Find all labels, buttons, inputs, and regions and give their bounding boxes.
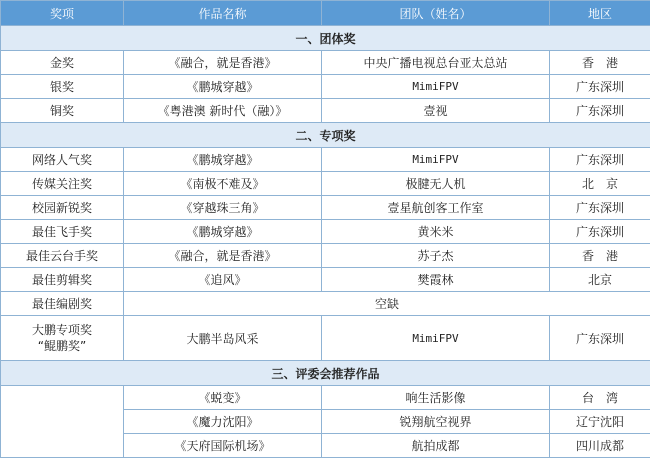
team-cell: MimiFPV — [322, 75, 550, 99]
header-row — [1, 1, 650, 26]
table-row — [1, 75, 650, 99]
award-cell — [1, 316, 124, 361]
award-cell — [1, 386, 124, 458]
region-cell: 广东深圳 — [550, 316, 650, 361]
award-cell: 最佳剪辑奖 — [1, 268, 124, 292]
team-cell: 锐翔航空视界 — [322, 410, 550, 434]
table-row — [1, 220, 650, 244]
region-cell: 北 京 — [550, 172, 650, 196]
section-title: 三、评委会推荐作品 — [1, 361, 650, 386]
work-cell: 大鹏半岛风采 — [124, 316, 322, 361]
team-cell: 黄米米 — [322, 220, 550, 244]
work-cell: 《追风》 — [124, 268, 322, 292]
table-row — [1, 316, 650, 361]
team-cell: 中央广播电视总台亚太总站 — [322, 51, 550, 75]
work-cell: 《南极不难及》 — [124, 172, 322, 196]
team-cell: 壹视 — [322, 99, 550, 123]
vacant-cell: 空缺 — [124, 292, 650, 316]
award-cell: 校园新锐奖 — [1, 196, 124, 220]
team-cell: 壹星航创客工作室 — [322, 196, 550, 220]
work-cell: 《鹏城穿越》 — [124, 148, 322, 172]
region-cell: 香 港 — [550, 244, 650, 268]
team-cell: 响生活影像 — [322, 386, 550, 410]
award-cell: 网络人气奖 — [1, 148, 124, 172]
team-cell: MimiFPV — [322, 316, 550, 361]
award-cell: 传媒关注奖 — [1, 172, 124, 196]
team-cell: MimiFPV — [322, 148, 550, 172]
section-row — [1, 123, 650, 148]
work-cell: 《融合，就是香港》 — [124, 244, 322, 268]
work-cell: 《天府国际机场》 — [124, 434, 322, 458]
award-cell: 金奖 — [1, 51, 124, 75]
award-line: “鲲鹏奖” — [37, 339, 87, 353]
region-cell: 广东深圳 — [550, 75, 650, 99]
work-cell: 《穿越珠三角》 — [124, 196, 322, 220]
header-work: 作品名称 — [124, 1, 322, 26]
region-cell: 广东深圳 — [550, 220, 650, 244]
section-row — [1, 26, 650, 51]
section-title: 二、专项奖 — [1, 123, 650, 148]
table-row — [1, 268, 650, 292]
region-cell: 广东深圳 — [550, 196, 650, 220]
section-title: 一、团体奖 — [1, 26, 650, 51]
table-row — [1, 99, 650, 123]
work-cell: 《蜕变》 — [124, 386, 322, 410]
header-award: 奖项 — [1, 1, 124, 26]
work-cell: 《粤港澳 新时代（融）》 — [124, 99, 322, 123]
award-line: 大鹏专项奖 — [31, 323, 92, 337]
award-cell: 最佳编剧奖 — [1, 292, 124, 316]
region-cell: 四川成都 — [550, 434, 650, 458]
region-cell: 广东深圳 — [550, 148, 650, 172]
header-region: 地区 — [550, 1, 650, 26]
section-row — [1, 361, 650, 386]
table-row — [1, 172, 650, 196]
award-cell: 银奖 — [1, 75, 124, 99]
header-team: 团队（姓名） — [322, 1, 550, 26]
team-cell: 樊霞林 — [322, 268, 550, 292]
table-row — [1, 244, 650, 268]
team-cell: 航拍成都 — [322, 434, 550, 458]
team-cell: 苏子杰 — [322, 244, 550, 268]
table-row — [1, 196, 650, 220]
work-cell: 《融合，就是香港》 — [124, 51, 322, 75]
team-cell: 极腱无人机 — [322, 172, 550, 196]
region-cell: 香 港 — [550, 51, 650, 75]
table-row — [1, 51, 650, 75]
award-cell: 铜奖 — [1, 99, 124, 123]
region-cell: 北京 — [550, 268, 650, 292]
table-row — [1, 148, 650, 172]
region-cell: 辽宁沈阳 — [550, 410, 650, 434]
table-row — [1, 386, 650, 410]
work-cell: 《魔力沈阳》 — [124, 410, 322, 434]
region-cell: 广东深圳 — [550, 99, 650, 123]
award-cell: 最佳飞手奖 — [1, 220, 124, 244]
region-cell: 台 湾 — [550, 386, 650, 410]
work-cell: 《鹏城穿越》 — [124, 220, 322, 244]
table-row — [1, 292, 650, 316]
work-cell: 《鹏城穿越》 — [124, 75, 322, 99]
award-cell: 最佳云台手奖 — [1, 244, 124, 268]
